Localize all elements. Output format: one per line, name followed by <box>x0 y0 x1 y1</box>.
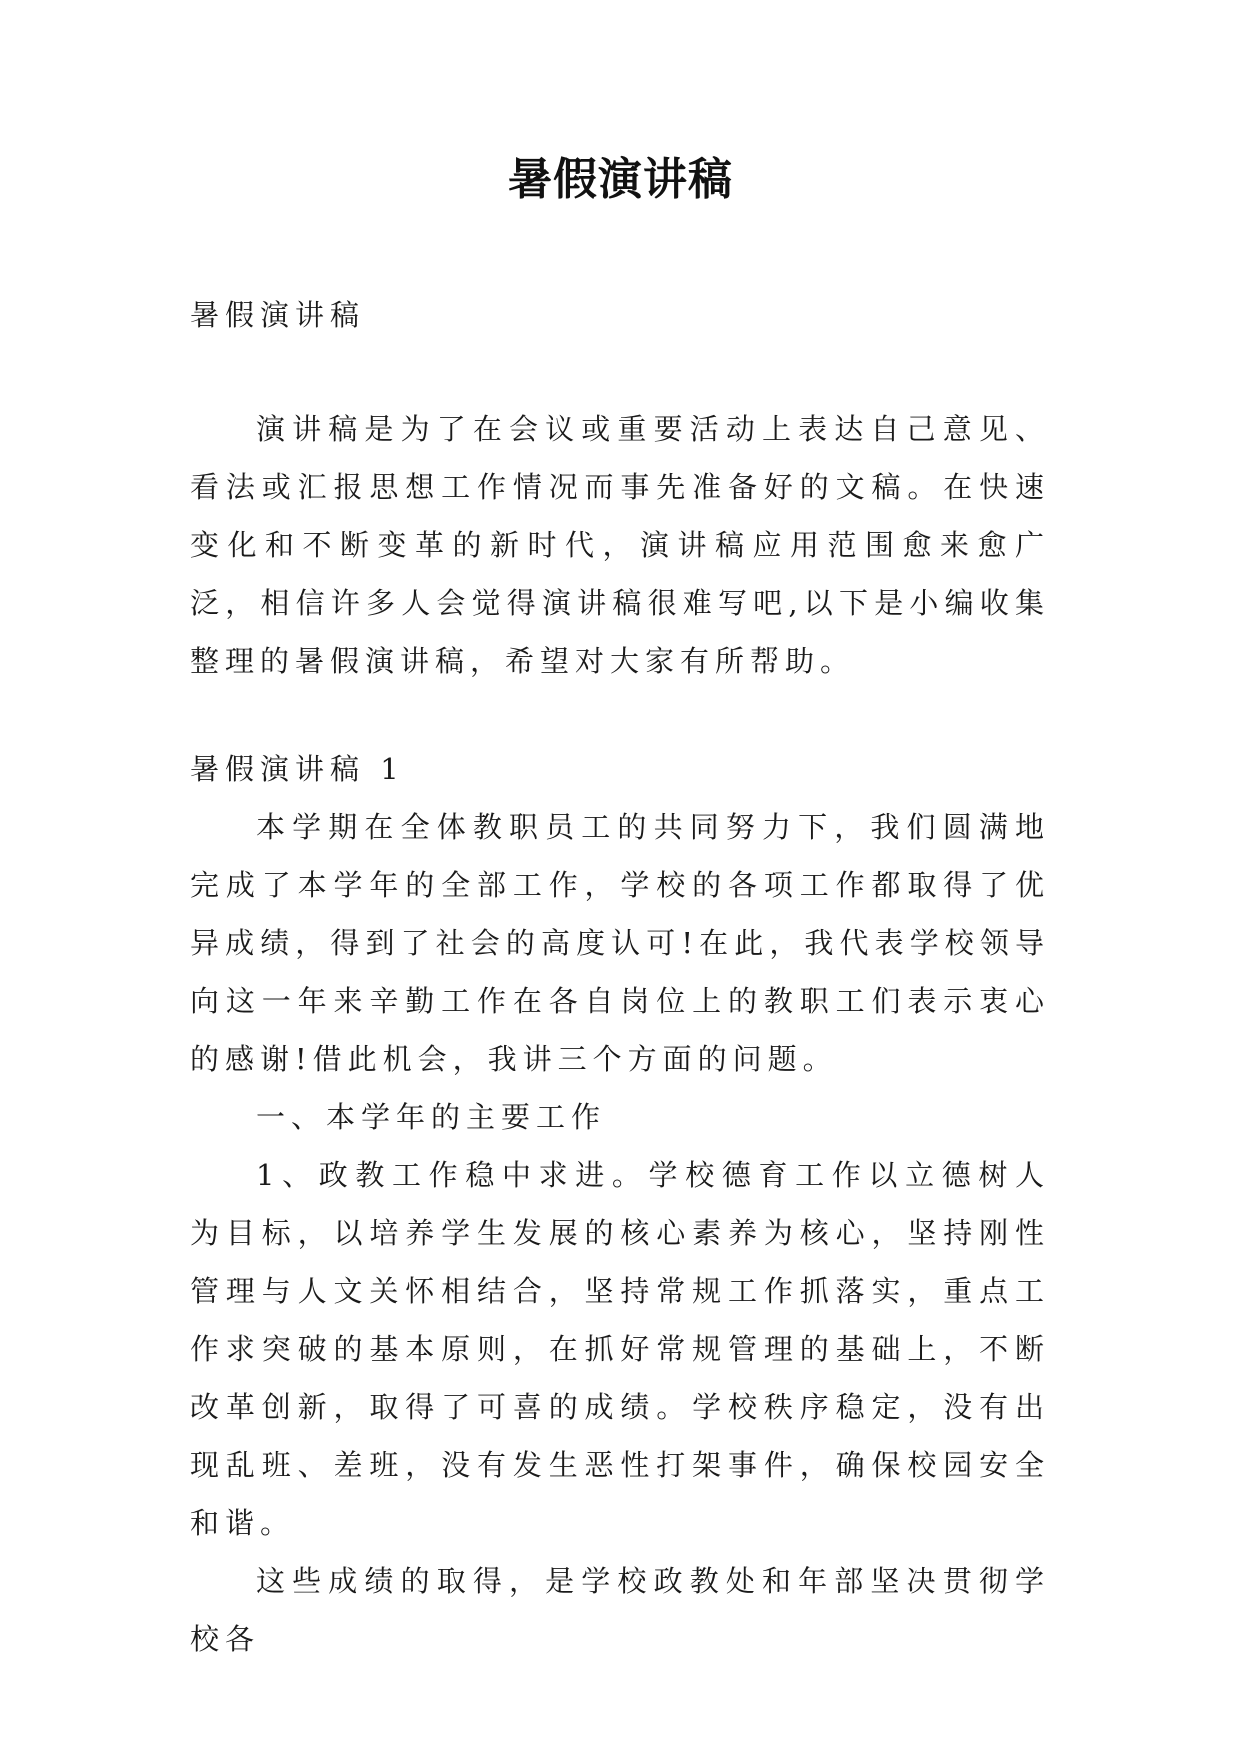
document-subtitle: 暑假演讲稿 <box>190 298 366 332</box>
intro-paragraph: 演讲稿是为了在会议或重要活动上表达自己意见、看法或汇报思想工作情况而事先准备好的文稿。在快速变化和不断变革的新时代，演讲稿应用范围愈来愈广泛，相信许多人会觉得演讲稿很难写吧,以下是小编收集整理的暑假演讲稿，希望对大家有所帮助。 <box>190 412 1050 678</box>
body-paragraph: 一、本学年的主要工作 <box>256 1100 607 1134</box>
spacer <box>190 690 1050 740</box>
body-paragraph: 本学期在全体教职员工的共同努力下，我们圆满地完成了本学年的全部工作，学校的各项工作都取得了优异成绩，得到了社会的高度认可!在此，我代表学校领导向这一年来辛勤工作在各自岗位上的教职工们表示衷心的感谢!借此机会，我讲三个方面的问题。 <box>190 810 1050 1076</box>
body-paragraph: 这些成绩的取得，是学校政教处和年部坚决贯彻学校各 <box>190 1564 1050 1656</box>
document-title: 暑假演讲稿 <box>508 154 733 205</box>
body-paragraph: 1、政教工作稳中求进。学校德育工作以立德树人为目标，以培养学生发展的核心素养为核心，坚持刚性管理与人文关怀相结合，坚持常规工作抓落实，重点工作求突破的基本原则，在抓好常规管理的基础上，不断改革创新，取得了可喜的成绩。学校秩序稳定，没有出现乱班、差班，没有发生恶性打架事件，确保校园安全和谐。 <box>190 1158 1050 1540</box>
section-heading: 暑假演讲稿 1 <box>190 752 405 786</box>
spacer <box>190 344 1050 400</box>
document-body <box>190 286 1050 1668</box>
